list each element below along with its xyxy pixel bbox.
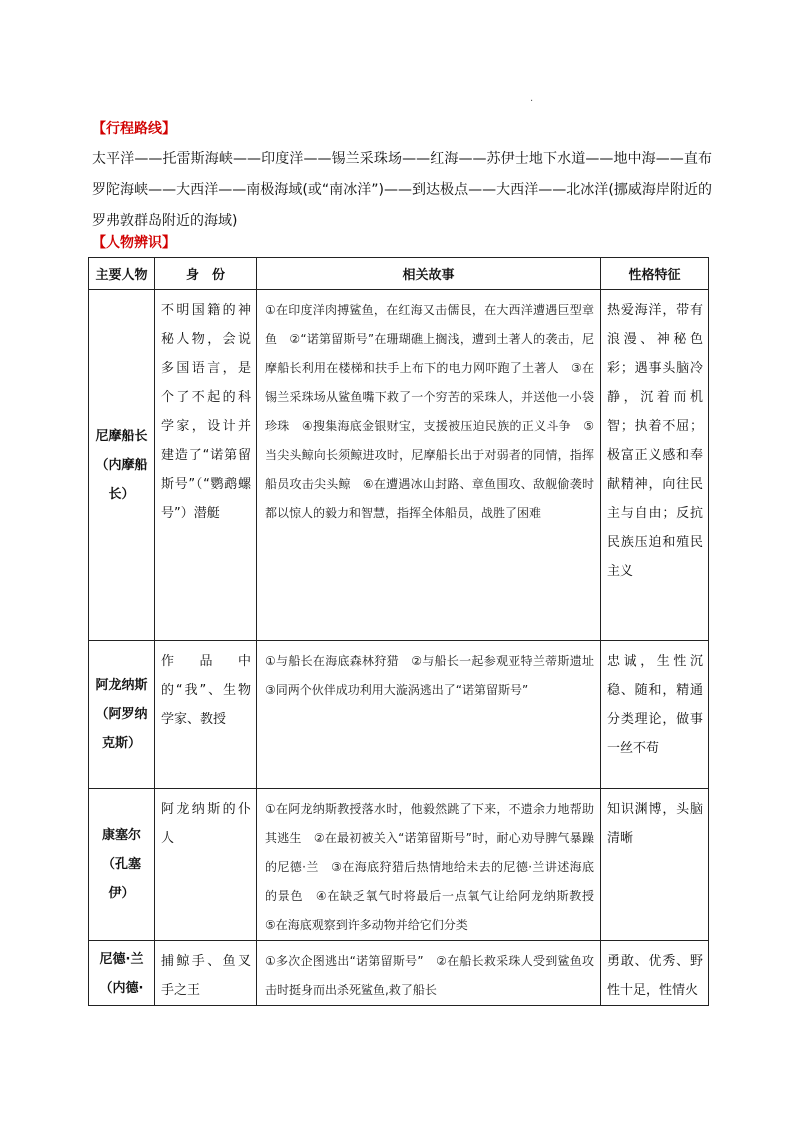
character-story: ①在阿龙纳斯教授落水时，他毅然跳了下来，不遗余力地帮助其逃生 ②在最初被关入“诺第留斯号”时，耐心劝导脾气暴躁的尼德·兰 ③在海底狩猎后热情地给未去的尼德·兰讲述海底的景色 ④在缺乏氧气时将最后一点氧气让给阿龙纳斯教授 ⑤在海底观察到许多动物并给它们分类 xyxy=(257,789,601,941)
character-traits: 忠诚，生性沉稳、随和，精通分类理论，做事一丝不苟 xyxy=(601,641,709,789)
header-traits: 性格特征 xyxy=(601,258,709,290)
character-name: 阿龙纳斯（阿罗纳克斯） xyxy=(89,641,155,789)
table-row xyxy=(89,290,709,641)
header-identity: 身 份 xyxy=(155,258,257,290)
character-identity: 作品中的“我”、生物学家、教授 xyxy=(155,641,257,789)
route-text: 太平洋——托雷斯海峡——印度洋——锡兰采珠场——红海——苏伊士地下水道——地中海——直布罗陀海峡——大西洋——南极海域(或“南冰洋”)——到达极点——大西洋——北冰洋(挪威海岸附近的罗弗敦群岛附近的海域) xyxy=(92,151,712,229)
table-row xyxy=(89,941,709,1006)
character-identity: 捕鲸手、鱼叉手之王 xyxy=(155,941,257,1006)
character-story: ①在印度洋肉搏鲨鱼，在红海又击儒艮，在大西洋遭遇巨型章鱼 ②“诺第留斯号”在珊瑚礁上搁浅，遭到土著人的袭击，尼摩船长利用在楼梯和扶手上布下的电力网吓跑了土著人 ③在锡兰采珠场从鲨鱼嘴下救了一个穷苦的采珠人，并送他一小袋珍珠 ④搜集海底金银财宝，支援被压迫民族的正义斗争 ⑤当尖头鲸向长须鲸进攻时，尼摩船长出于对弱者的同情，指挥船员攻击尖头鲸 ⑥在遭遇冰山封路、章鱼围攻、敌舰偷袭时都以惊人的毅力和智慧，指挥全体船员，战胜了困难 xyxy=(257,290,601,641)
section-title-route: 【行程路线】 xyxy=(92,121,176,137)
header-character: 主要人物 xyxy=(89,258,155,290)
character-name: 尼德·兰（内德· xyxy=(89,941,155,1006)
character-identity: 阿龙纳斯的仆人 xyxy=(155,789,257,941)
character-name: 尼摩船长（内摩船长） xyxy=(89,290,155,641)
character-identity: 不明国籍的神秘人物，会说多国语言，是个了不起的科学家，设计并建造了“诺第留斯号”（“鹦鹉螺号”）潜艇 xyxy=(155,290,257,641)
character-traits: 热爱海洋，带有浪漫、神秘色彩；遇事头脑冷静，沉着而机智；执着不屈；极富正义感和奉献精神，向往民主与自由；反抗民族压迫和殖民主义 xyxy=(601,290,709,641)
table-row xyxy=(89,789,709,941)
table-header-row xyxy=(89,258,709,290)
header-story: 相关故事 xyxy=(257,258,601,290)
character-story: ①多次企图逃出“诺第留斯号” ②在船长救采珠人受到鲨鱼攻击时挺身而出杀死鲨鱼,救了船长 xyxy=(257,941,601,1006)
section-title-characters: 【人物辨识】 xyxy=(92,235,176,251)
character-story: ①与船长在海底森林狩猎 ②与船长一起参观亚特兰蒂斯遗址 ③同两个伙伴成功利用大漩涡逃出了“诺第留斯号” xyxy=(257,641,601,789)
table-row xyxy=(89,641,709,789)
stray-dot: · xyxy=(530,96,534,107)
character-traits: 知识渊博，头脑清晰 xyxy=(601,789,709,941)
character-table xyxy=(88,257,709,1006)
character-name: 康塞尔（孔塞伊） xyxy=(89,789,155,941)
character-traits: 勇敢、优秀、野性十足，性情火 xyxy=(601,941,709,1006)
